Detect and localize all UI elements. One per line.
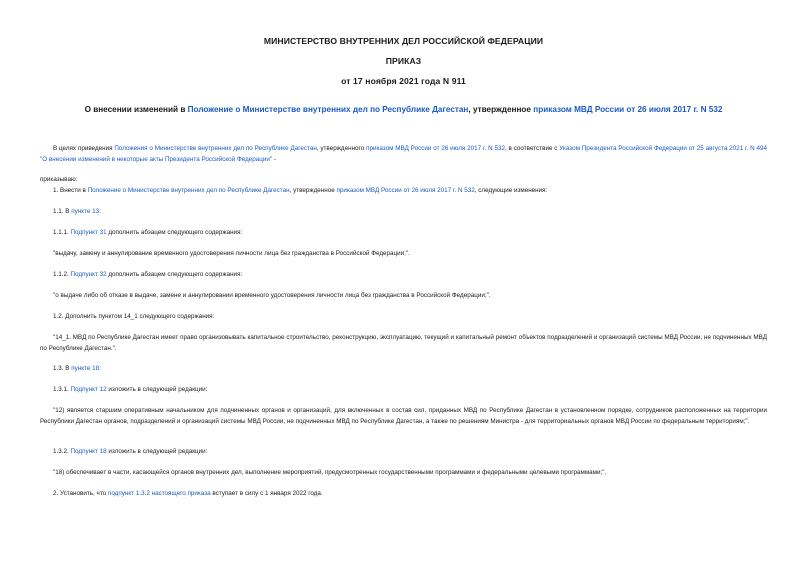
document-type-heading: ПРИКАЗ [385, 56, 422, 66]
item-1-text-2: , утвержденное [289, 187, 337, 194]
title-link-order[interactable]: приказом МВД России от 26 июля 2017 г. N 532 [533, 105, 723, 114]
date-number-heading: от 17 ноября 2021 года N 911 [341, 76, 466, 86]
preamble-text-3: , в соответствие с [504, 145, 560, 152]
item-1-3-2-text-2: изложить в следующей редакции: [106, 448, 208, 455]
item-1-1-2-text-1: 1.1.2. [53, 271, 71, 278]
item-1-1-2-text-2: дополнить абзацем следующего содержания: [106, 271, 243, 278]
preamble-text-4: - [272, 155, 277, 163]
item-2-text-2: вступает в силу с 1 января 2022 года. [210, 490, 323, 497]
item-1-1-1-text-2: дополнить абзацем следующего содержания: [106, 229, 243, 236]
quote-3: "14_1. МВД по Республике Дагестан имеет право организовывать капитальное строительство, реконструкцию, эксплуатацию, текущий и капитальный ремонт объектов подразделений и организаций системы МВД России, не подчиненных МВД по Республике Дагестан.". [40, 334, 767, 352]
preamble-link-order[interactable]: приказом МВД России от 26 июля 2017 г. N 532 [366, 145, 505, 152]
item-1-3-text-1: 1.3. В [53, 365, 72, 372]
item-1-1-link[interactable]: пункте 13 [71, 208, 100, 215]
item-2-text-1: 2. Установить, что [53, 490, 108, 497]
item-1-text-3: , следующие изменения: [474, 187, 548, 194]
preamble-paragraph [40, 144, 767, 165]
quote-4: "12) является старшим оперативным начальником для подчиненных органов и организаций, для включенных в состав сил, приданных МВД по Республике Дагестан в установленном порядке, сотрудников расположенных на территории Республики Дагестан органов, подразделений и организаций системы МВД России, не подчиненных МВД по Республике Дагестан, а также по решениям Министра - для территориальных органов МВД России по федеральным территориям;". [40, 407, 767, 425]
item-1-2: 1.2. Дополнить пунктом 14_1 следующего содержания: [53, 313, 215, 320]
preamble-text-2: , утвержденного [316, 145, 367, 152]
item-1-3-1-text-2: изложить в следующей редакции: [106, 386, 208, 393]
item-1-3-1-text-1: 1.3.1. [53, 386, 71, 393]
quote-5: "18) обеспечивает в части, касающейся органов внутренних дел, выполнение мероприятий, предусмотренных государственными программами и федеральными целевыми программами;". [53, 469, 607, 476]
item-1-1-2 [53, 270, 242, 281]
item-1 [53, 186, 547, 197]
item-1-3-2-link[interactable]: Подпункт 18 [70, 448, 107, 455]
title-middle: , утвержденное [468, 105, 534, 114]
item-1-text-1: 1. Внести в [53, 187, 88, 194]
item-1-1-text-1: 1.1. В [53, 208, 72, 215]
item-1-3-text-2: : [99, 365, 101, 372]
item-2 [53, 489, 323, 500]
item-1-3 [53, 364, 101, 375]
item-1-3-2 [53, 447, 207, 458]
title-link-regulation[interactable]: Положение о Министерстве внутренних дел по Республике Дагестан [187, 105, 469, 114]
document-title [40, 105, 767, 114]
preamble-link-decree[interactable]: Указом Президента Российской Федерации от 25 августа 2021 г. N 494 "О внесении изменений в некоторые акты Президента Российской Федерации" [40, 145, 767, 163]
ministry-heading: МИНИСТЕРСТВО ВНУТРЕННИХ ДЕЛ РОССИЙСКОЙ ФЕДЕРАЦИИ [263, 36, 544, 46]
item-1-3-1 [53, 385, 207, 396]
orders-line: приказываю: [40, 176, 78, 183]
quote-2: "о выдаче либо об отказе в выдаче, замене и аннулировании временного удостоверения личности лица без гражданства в Российской Федерации;". [53, 292, 491, 299]
item-1-1-1-link[interactable]: Подпункт 31 [70, 229, 107, 236]
item-1-1-text-2: : [99, 208, 101, 215]
item-1-1-2-link[interactable]: Подпункт 32 [70, 271, 107, 278]
title-prefix: О внесении изменений в [84, 105, 188, 114]
item-1-1 [53, 207, 101, 218]
item-1-1-1 [53, 228, 242, 239]
item-1-1-1-text-1: 1.1.1. [53, 229, 71, 236]
preamble-link-regulation[interactable]: Положения о Министерстве внутренних дел по Республике Дагестан [114, 145, 317, 152]
item-1-3-2-text-1: 1.3.2. [53, 448, 71, 455]
item-1-3-link[interactable]: пункте 18 [71, 365, 100, 372]
item-1-link-regulation[interactable]: Положение о Министерстве внутренних дел по Республике Дагестан [87, 187, 290, 194]
item-1-3-1-link[interactable]: Подпункт 12 [70, 386, 107, 393]
preamble-text-1: В целях приведения [53, 145, 115, 152]
quote-1: "выдачу, замену и аннулирование временного удостоверения личности лица без гражданства в Российской Федерации;". [53, 250, 410, 257]
item-2-link[interactable]: подпункт 1.3.2 настоящего приказа [107, 490, 211, 497]
item-1-link-order[interactable]: приказом МВД России от 26 июля 2017 г. N 532 [336, 187, 475, 194]
